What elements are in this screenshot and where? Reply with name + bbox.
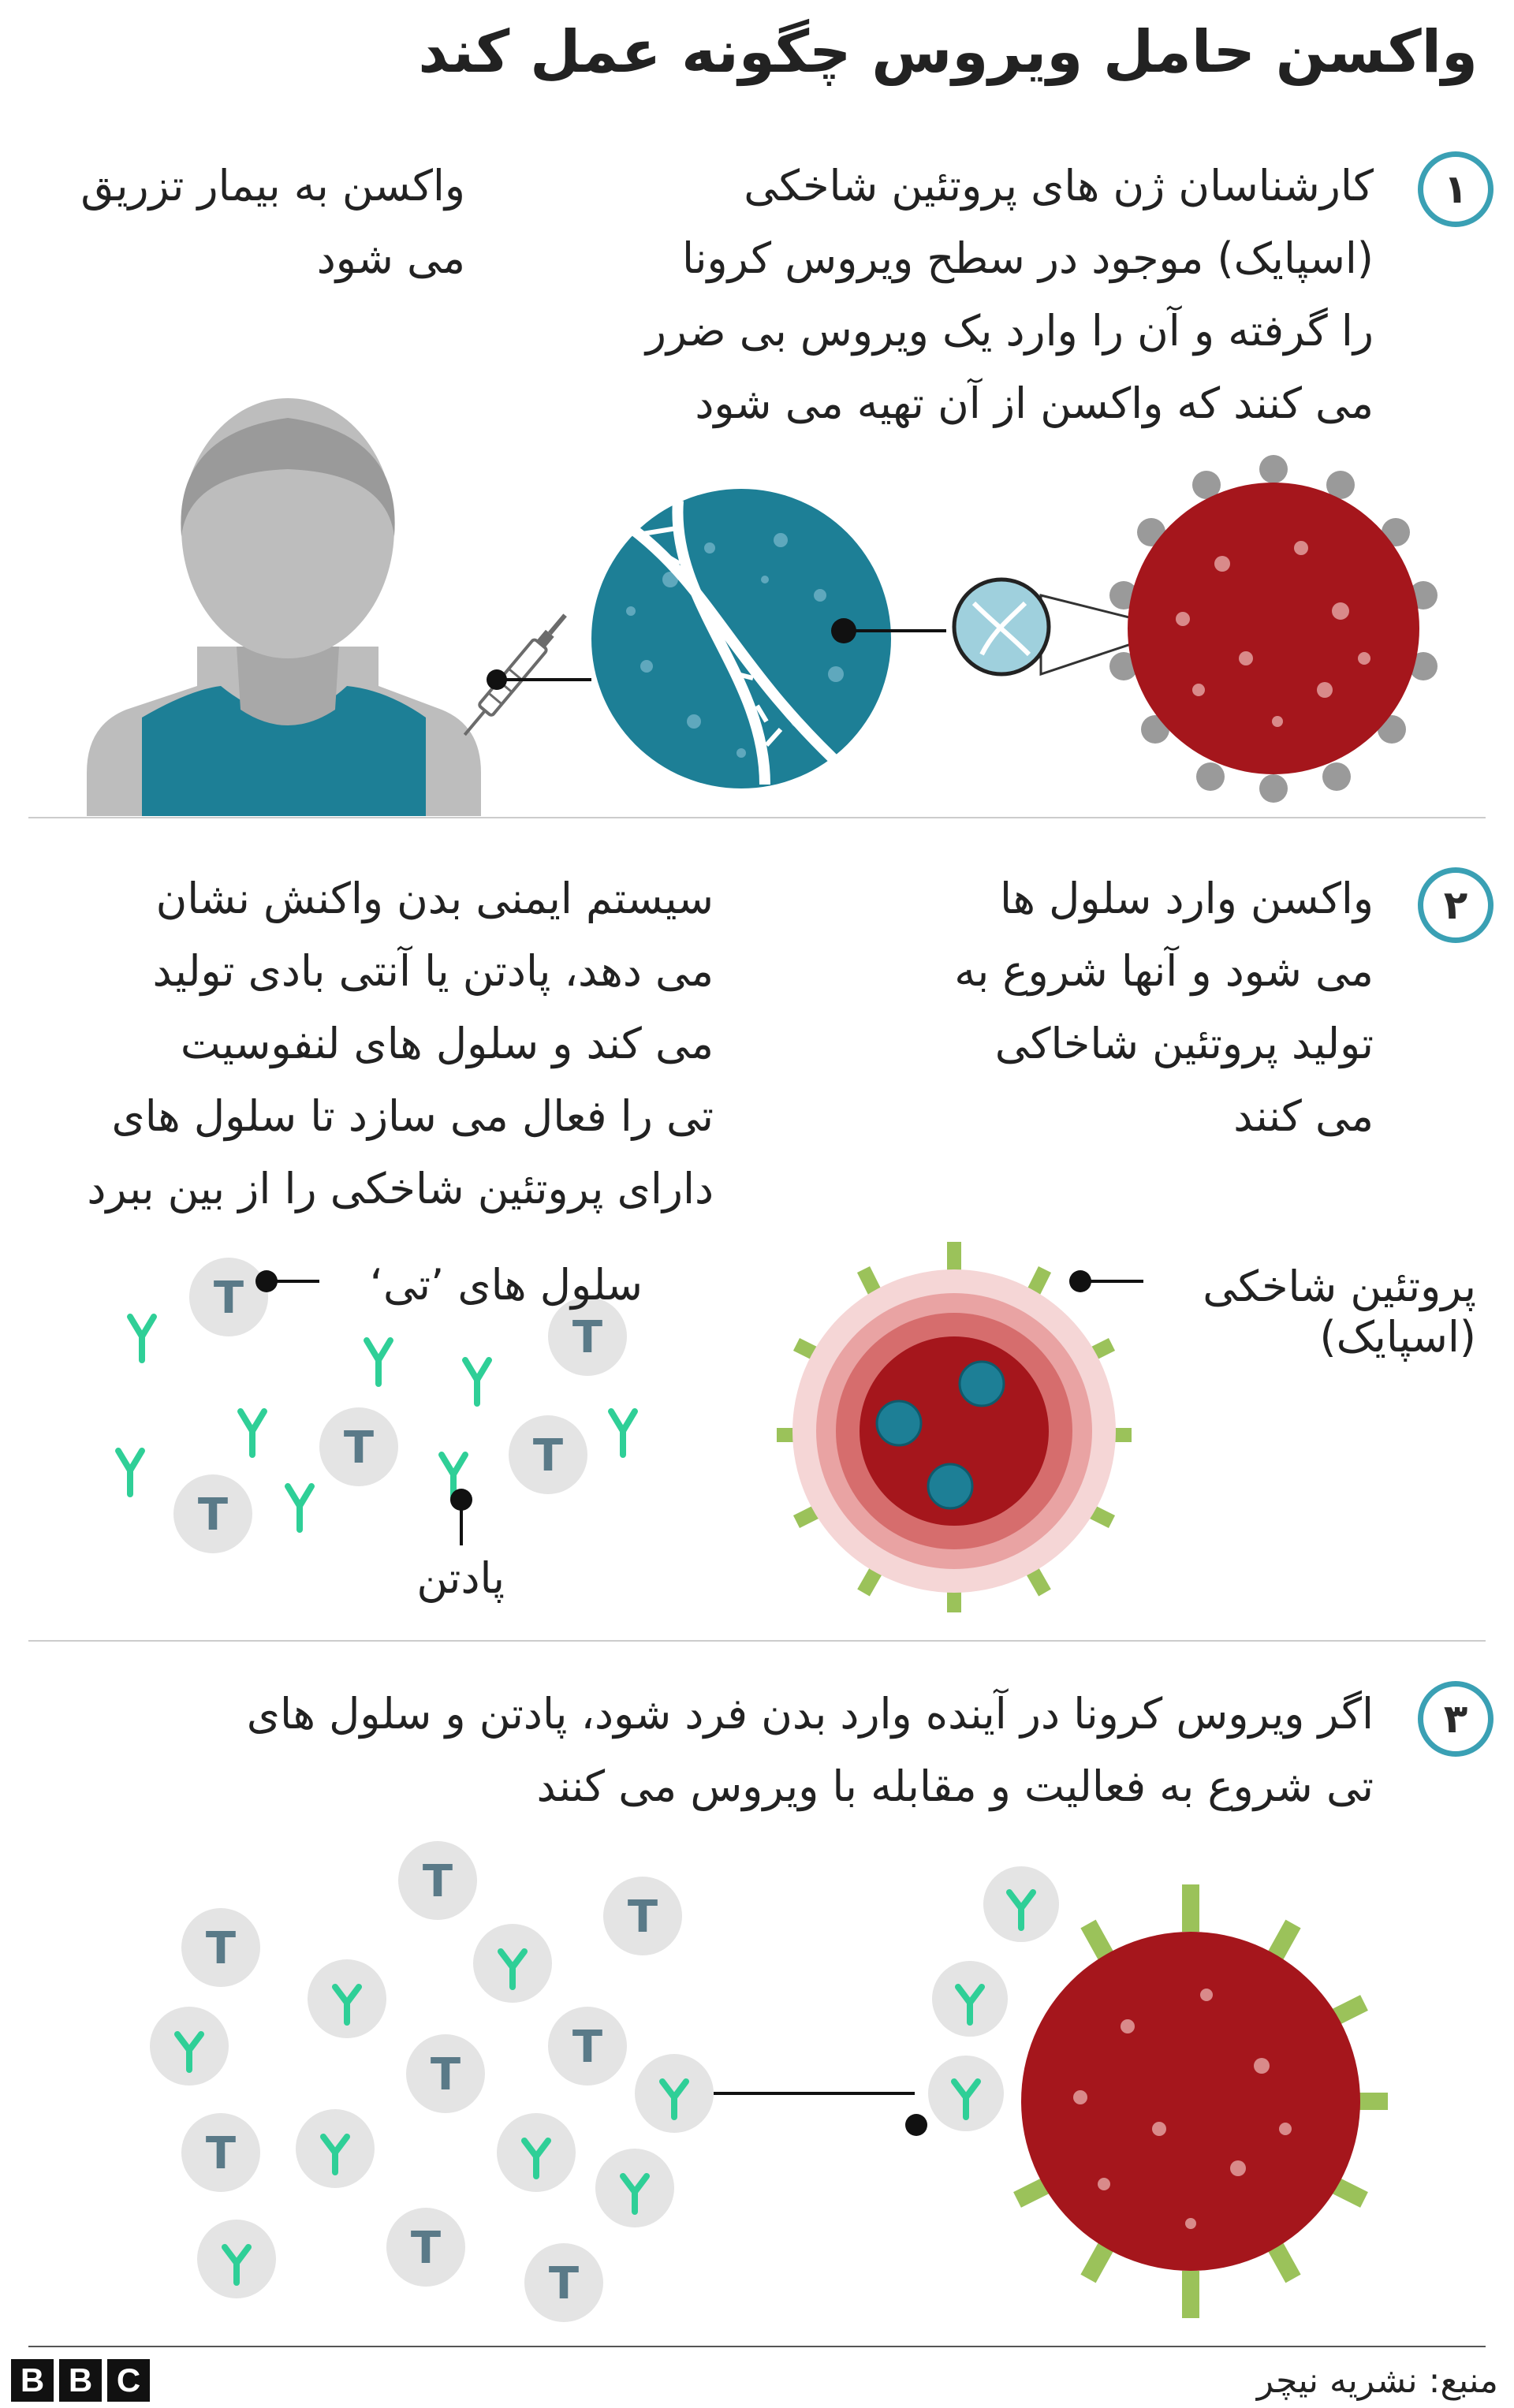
- svg-text:T: T: [422, 1856, 453, 1907]
- spike-protein-label: پروتئین شاخکی (اسپایک): [1203, 1262, 1476, 1362]
- svg-text:T: T: [205, 2128, 237, 2179]
- step-1-text: کارشناسان ژن های پروتئین شاخکی (اسپایک) موجود در سطح ویروس کرونا را گرفته و آن را وارد یک ویروس بی ضرر می کنند که واکسن از آن تهیه می شود: [645, 161, 1374, 428]
- svg-text:T: T: [205, 1923, 237, 1974]
- svg-text:T: T: [197, 1489, 229, 1541]
- bbc-logo-letter-2: B: [59, 2359, 102, 2402]
- step-1-side-text: واکسن به بیمار تزریق می شود: [80, 161, 465, 283]
- step-2-text: واکسن وارد سلول ها می شود و آنها شروع به تولید پروتئین شاخاکی می کنند: [954, 874, 1374, 1141]
- page-title: واکسن حامل ویروس چگونه عمل کند: [418, 18, 1478, 86]
- patient-illustration: [79, 410, 489, 816]
- step-2-number-badge: [1418, 867, 1493, 943]
- svg-text:T: T: [572, 2022, 603, 2073]
- svg-text:T: T: [548, 2258, 580, 2309]
- svg-text:T: T: [410, 2223, 442, 2274]
- svg-text:T: T: [532, 1430, 564, 1482]
- infected-cell-illustration: [765, 1242, 1143, 1612]
- source-credit: منبع: نشریه نیچر: [1256, 2361, 1498, 2401]
- svg-text:T: T: [627, 1892, 658, 1943]
- t-cell-icon: [189, 1258, 268, 1336]
- section-divider-2: [28, 1640, 1486, 1642]
- svg-text:T: T: [430, 2049, 461, 2100]
- vector-virus-dna-illustration: [584, 485, 899, 792]
- step-3-text: اگر ویروس کرونا در آینده وارد بدن فرد شود، پادتن و سلول های تی شروع به فعالیت و مقابله با ویروس می کنند: [246, 1689, 1374, 1811]
- coronavirus-illustration: [1104, 453, 1443, 800]
- t-cells-label: سلول های ’تی‘: [369, 1260, 643, 1310]
- svg-text:T: T: [572, 1312, 603, 1363]
- step-3-number: ۳: [1443, 1696, 1468, 1742]
- step-2-side-text: سیستم ایمنی بدن واکنش نشان می دهد، پادتن یا آنتی بادی تولید می کند و سلول های لنفوسیت تی را فعال می سازد تا سلول های دارای پروتئین شاخکی را از بین ببرد: [87, 874, 714, 1213]
- bbc-logo: [11, 2359, 150, 2402]
- step-2-number: ۲: [1443, 882, 1468, 928]
- antibody-label: پادتن: [416, 1553, 505, 1603]
- immune-cells-cluster: [150, 1837, 1017, 2342]
- bbc-logo-letter-1: B: [11, 2359, 54, 2402]
- svg-text:T: T: [213, 1273, 244, 1324]
- section-divider-1: [28, 817, 1486, 818]
- step-1-number: ۱: [1443, 166, 1468, 212]
- step-1-number-badge: [1418, 151, 1493, 227]
- syringe-icon: [442, 599, 599, 741]
- step-3-number-badge: [1418, 1681, 1493, 1757]
- bbc-logo-letter-3: C: [107, 2359, 150, 2402]
- footer-divider: [28, 2346, 1486, 2347]
- svg-text:T: T: [343, 1422, 375, 1474]
- coronavirus-neutralised-illustration: [907, 1869, 1411, 2342]
